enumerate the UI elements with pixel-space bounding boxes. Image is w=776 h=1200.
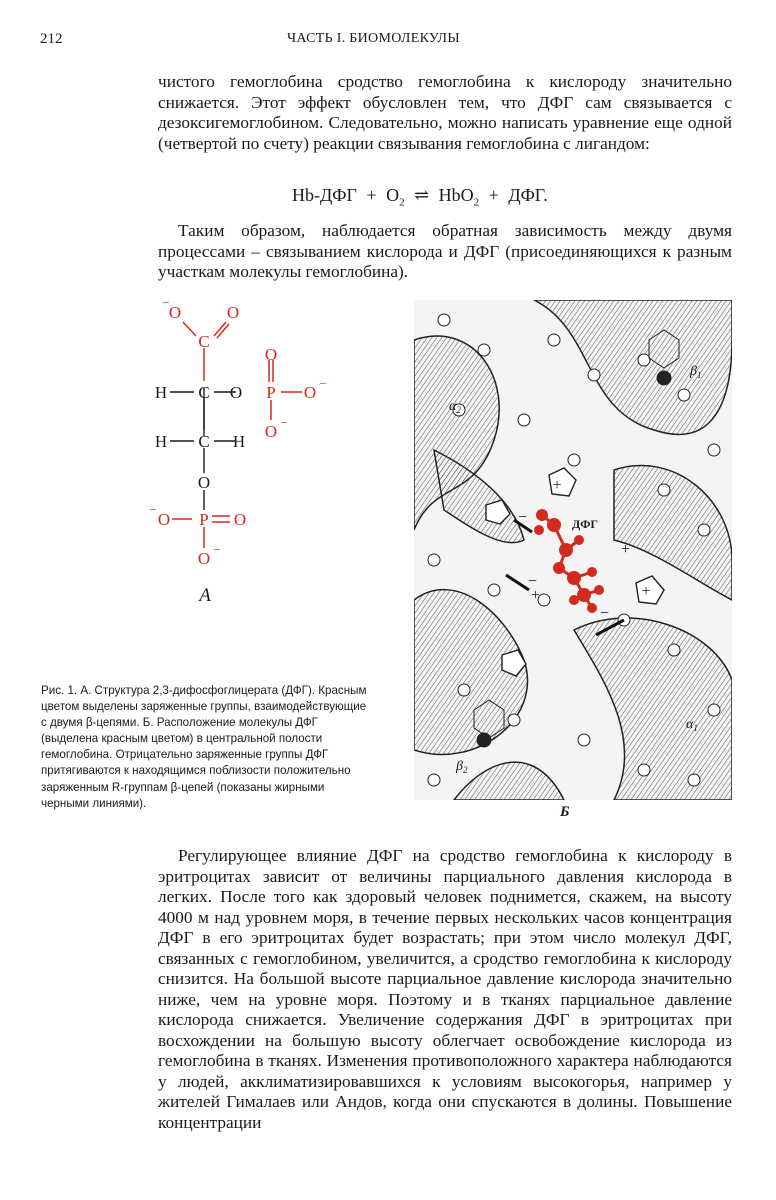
running-head: ЧАСТЬ I. БИОМОЛЕКУЛЫ [287, 31, 460, 46]
minus-sign-1: − [518, 509, 528, 526]
binding-equation [292, 185, 548, 209]
charge-p2-left: − [149, 502, 157, 517]
atom-o-bridge-2: O [197, 473, 211, 492]
charge-top: − [162, 298, 170, 310]
paragraph-middle: Таким образом, наблюдается обратная зависимость между двумя процессами – связыванием кислорода и ДФГ (присоединяющихся к разным участкам молекулы гемоглобина). [158, 221, 732, 281]
eq-o2: $O_2$ [386, 185, 405, 209]
atom-o-double-top: O [226, 303, 240, 322]
atom-o-p1-top: O [264, 345, 278, 364]
charge-p2-bottom: − [213, 542, 221, 557]
plus-sign-2: + [621, 541, 631, 558]
eq-hbo2: HbO$_2$ [438, 185, 480, 209]
atom-p2: P [199, 510, 209, 529]
minus-sign-3: − [600, 605, 610, 622]
paragraph-bottom: Регулирующее влияние ДФГ на сродство гемоглобина к кислороду в эритроцитах зависит от величины парциального давления кислорода в легких. После того как здоровый человек поднимется, скажем, на высоту 4000 м над уровнем моря, в течение первых нескольких часов концентрация ДФГ в его эритроцитах будет возрастать; при этом число молекул ДФГ, связанных с гемоглобином, увеличится, а сродство гемоглобина к кислороду снизится. На большой высоте парциальное давление кислорода значительно ниже, чем на уровне моря. Поэтому и в тканях парциальное давление кислорода снижается. Увеличение содержания ДФГ в эритроцитах при восхождении на большую высоту облегчает освобождение кислорода из гемоглобина в тканях. Изменения противоположного характера наблюдаются у людей, акклиматизировавшихся к условиям высокогорья, например у жителей Гималаев или Андов, когда они спускаются в долины. Повышение концентрации [158, 846, 732, 1132]
atom-o-p2-bottom: O [197, 549, 211, 568]
eq-plus-2: + [488, 185, 499, 205]
caption-text: А. Структура 2,3-дифосфоглицерата (ДФГ). Красным цветом выделены заряженные группы, взаимодействующие с двумя β-цепями. Б. Расположение молекулы ДФГ (выделена красным цветом) в центральной полости гемоглобина. Отрицательно заряженные группы ДФГ притягиваются к находящимся поблизости положительно заряженным R-группам β-цепей (показаны жирными черными линиями). [41, 684, 367, 810]
minus-sign-2: − [528, 573, 538, 590]
eq-plus-1: + [366, 185, 377, 205]
atom-c-low: C [198, 432, 210, 451]
plus-sign-4: + [641, 583, 651, 600]
figure-caption [41, 683, 371, 812]
atom-o-p2-left: O [157, 510, 171, 529]
alpha2-label: $\alpha_2$ [449, 399, 461, 415]
atom-c-mid: C [198, 383, 210, 402]
charge-p1-bottom: − [280, 415, 288, 430]
dpg-label: ДФГ [572, 517, 599, 531]
figure-b-label: Б [560, 804, 570, 820]
caption-figure-label: Рис. 1. [41, 684, 78, 697]
page-number: 212 [40, 31, 63, 47]
paragraph-top: чистого гемоглобина сродство гемоглобина к кислороду значительно снижается. Этот эффект обусловлен тем, что ДФГ сам связывается с дезоксигемоглобином. Следовательно, можно написать уравнение еще одной (четвертой по счету) реакции связывания гемоглобина с лигандом: [158, 72, 732, 153]
eq-equilibrium-arrow: ⇌ [414, 185, 430, 205]
figure-a-label: А [199, 585, 211, 606]
plus-sign-3: + [531, 587, 541, 604]
beta1-label: $\beta_1$ [690, 364, 702, 380]
eq-dpg: ДФГ. [508, 185, 548, 205]
alpha1-label: $\alpha_1$ [686, 717, 698, 733]
atom-h-low-left: H [154, 432, 168, 451]
atom-c-carboxyl: C [198, 332, 210, 351]
atom-o-p1-bottom: O [264, 422, 278, 441]
atom-h-mid: H [154, 383, 168, 402]
atom-o-p2-right: O [233, 510, 247, 529]
figure-a-dpg-structure [136, 298, 346, 608]
charge-p1-right: − [319, 376, 327, 391]
plus-sign-1: + [552, 477, 562, 494]
atom-o-minus-top: O [168, 303, 182, 322]
atom-h-low-right: H [232, 432, 246, 451]
beta2-label: $\beta_2$ [456, 759, 468, 775]
eq-hb-dpg: Hb-ДФГ [292, 185, 357, 205]
figure-b-hemoglobin-cavity [414, 300, 732, 800]
atom-p1: P [266, 383, 276, 402]
atom-o-p1-right: O [303, 383, 317, 402]
atom-o-bridge-1: O [229, 383, 243, 402]
